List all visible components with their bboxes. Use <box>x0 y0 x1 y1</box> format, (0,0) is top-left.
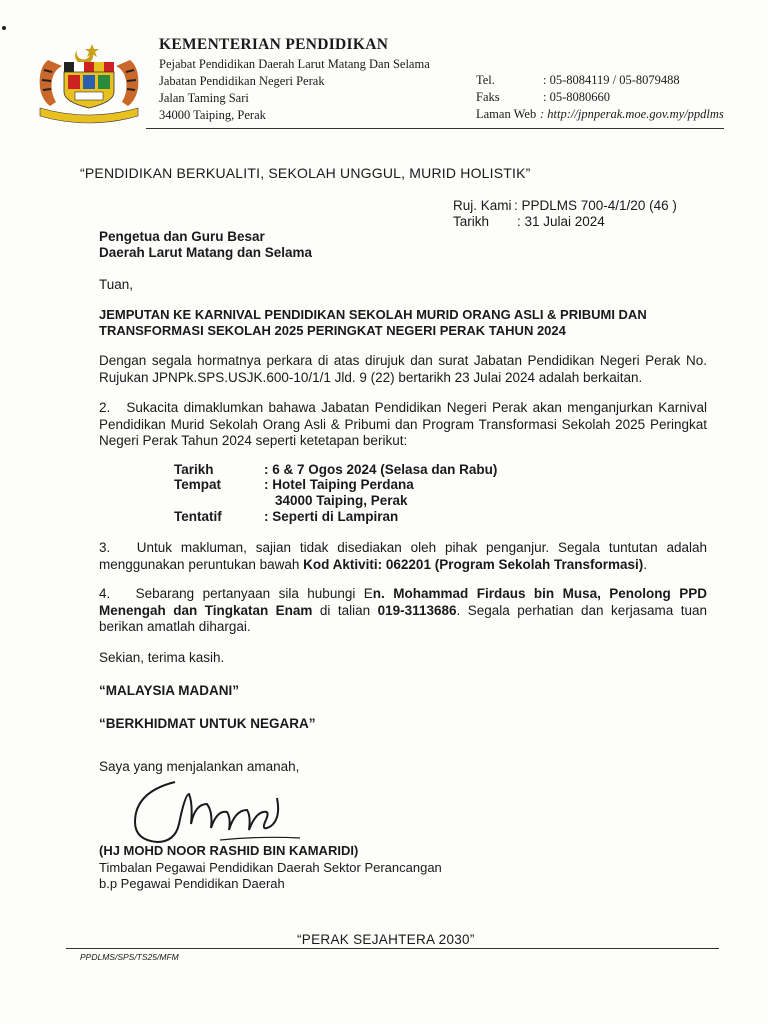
file-reference: PPDLMS/SPS/TS25/MFM <box>80 952 179 962</box>
closing-thanks: Sekian, terima kasih. <box>99 650 225 665</box>
tel-label: Tel. <box>476 73 495 87</box>
address-line-3: Jalan Taming Sari <box>159 91 249 105</box>
ref-value: : PPDLMS 700-4/1/20 (46 ) <box>514 198 677 213</box>
detail-tentative-label: Tentatif <box>174 509 222 524</box>
slogan-malaysia-madani: “MALAYSIA MADANI” <box>99 683 240 698</box>
recipient-line-2: Daerah Larut Matang dan Selama <box>99 245 313 260</box>
ref-label: Ruj. Kami <box>453 198 512 213</box>
tel-value: : 05-8084119 / 05-8079488 <box>543 73 680 87</box>
detail-date-label: Tarikh <box>174 462 214 477</box>
date-label: Tarikh <box>453 214 490 229</box>
paragraph-4: 4. Sebarang pertanyaan sila hubungi En. Mohammad Firdaus bin Musa, Penolong PPD Menengah dan Tingkatan Enam di talian 019-3113686. Segala perhatian dan kerjasama tuan berikan amatlah dihargai. <box>99 586 707 634</box>
education-motto: “PENDIDIKAN BERKUALITI, SEKOLAH UNGGUL, MURID HOLISTIK” <box>80 165 531 181</box>
date-value: : 31 Julai 2024 <box>517 214 605 229</box>
paragraph-1: Dengan segala hormatnya perkara di atas dirujuk dan surat Jabatan Pendidikan Negeri Perak No. Rujukan JPNPk.SPS.USJK.600-10/1/1 Jld. 9 (22) bertarikh 23 Julai 2024 adalah berkaitan. <box>99 353 707 385</box>
paragraph-2: 2. Sukacita dimaklumkan bahawa Jabatan Pendidikan Negeri Perak akan menganjurkan Karnival Pendidikan Murid Sekolah Orang Asli & Pribumi dan Program Transformasi Sekolah 2025 Peringkat Negeri Perak Tahun 2024 seperti ketetapan berikut: <box>99 400 707 448</box>
paragraph-3: 3. Untuk makluman, sajian tidak disediakan oleh pihak penganjur. Segala tuntutan adalah menggunakan peruntukan bawah Kod Aktiviti: 062201 (Program Sekolah Transformasi). <box>99 540 707 572</box>
signature-icon <box>120 770 340 850</box>
address-line-4: 34000 Taiping, Perak <box>159 108 266 122</box>
fax-value: : 05-8080660 <box>543 90 611 104</box>
fax-label: Faks <box>476 90 500 104</box>
recipient-line-1: Pengetua dan Guru Besar <box>99 229 265 244</box>
web-label: Laman Web <box>476 107 537 121</box>
trust-line: Saya yang menjalankan amanah, <box>99 759 300 774</box>
detail-venue-value: : Hotel Taiping Perdana <box>264 477 414 492</box>
address-line-1: Pejabat Pendidikan Daerah Larut Matang Dan Selama <box>159 57 430 71</box>
detail-date-value: : 6 & 7 Ogos 2024 (Selasa dan Rabu) <box>264 462 498 477</box>
detail-venue-city: 34000 Taiping, Perak <box>275 493 408 508</box>
detail-venue-label: Tempat <box>174 477 222 492</box>
signatory-name: (HJ MOHD NOOR RASHID BIN KAMARIDI) <box>99 843 359 858</box>
salutation: Tuan, <box>99 277 134 292</box>
signatory-title-2: b.p Pegawai Pendidikan Daerah <box>99 876 285 891</box>
slogan-berkhidmat: “BERKHIDMAT UNTUK NEGARA” <box>99 716 316 731</box>
address-line-2: Jabatan Pendidikan Negeri Perak <box>159 74 325 88</box>
footer-slogan: “PERAK SEJAHTERA 2030” <box>297 932 475 947</box>
subject-line-2: TRANSFORMASI SEKOLAH 2025 PERINGKAT NEGERI PERAK TAHUN 2024 <box>99 323 566 338</box>
detail-tentative-value: : Seperti di Lampiran <box>264 509 399 524</box>
subject-line-1: JEMPUTAN KE KARNIVAL PENDIDIKAN SEKOLAH MURID ORANG ASLI & PRIBUMI DAN <box>99 307 647 322</box>
header-divider <box>146 128 724 129</box>
scan-dot <box>2 26 6 30</box>
signatory-title-1: Timbalan Pegawai Pendidikan Daerah Sektor Perancangan <box>99 860 442 875</box>
ministry-name: KEMENTERIAN PENDIDIKAN <box>159 36 389 53</box>
web-value[interactable]: : http://jpnperak.moe.gov.my/ppdlms <box>540 107 724 121</box>
footer-divider <box>66 948 719 949</box>
malaysia-crest-icon <box>30 40 148 124</box>
